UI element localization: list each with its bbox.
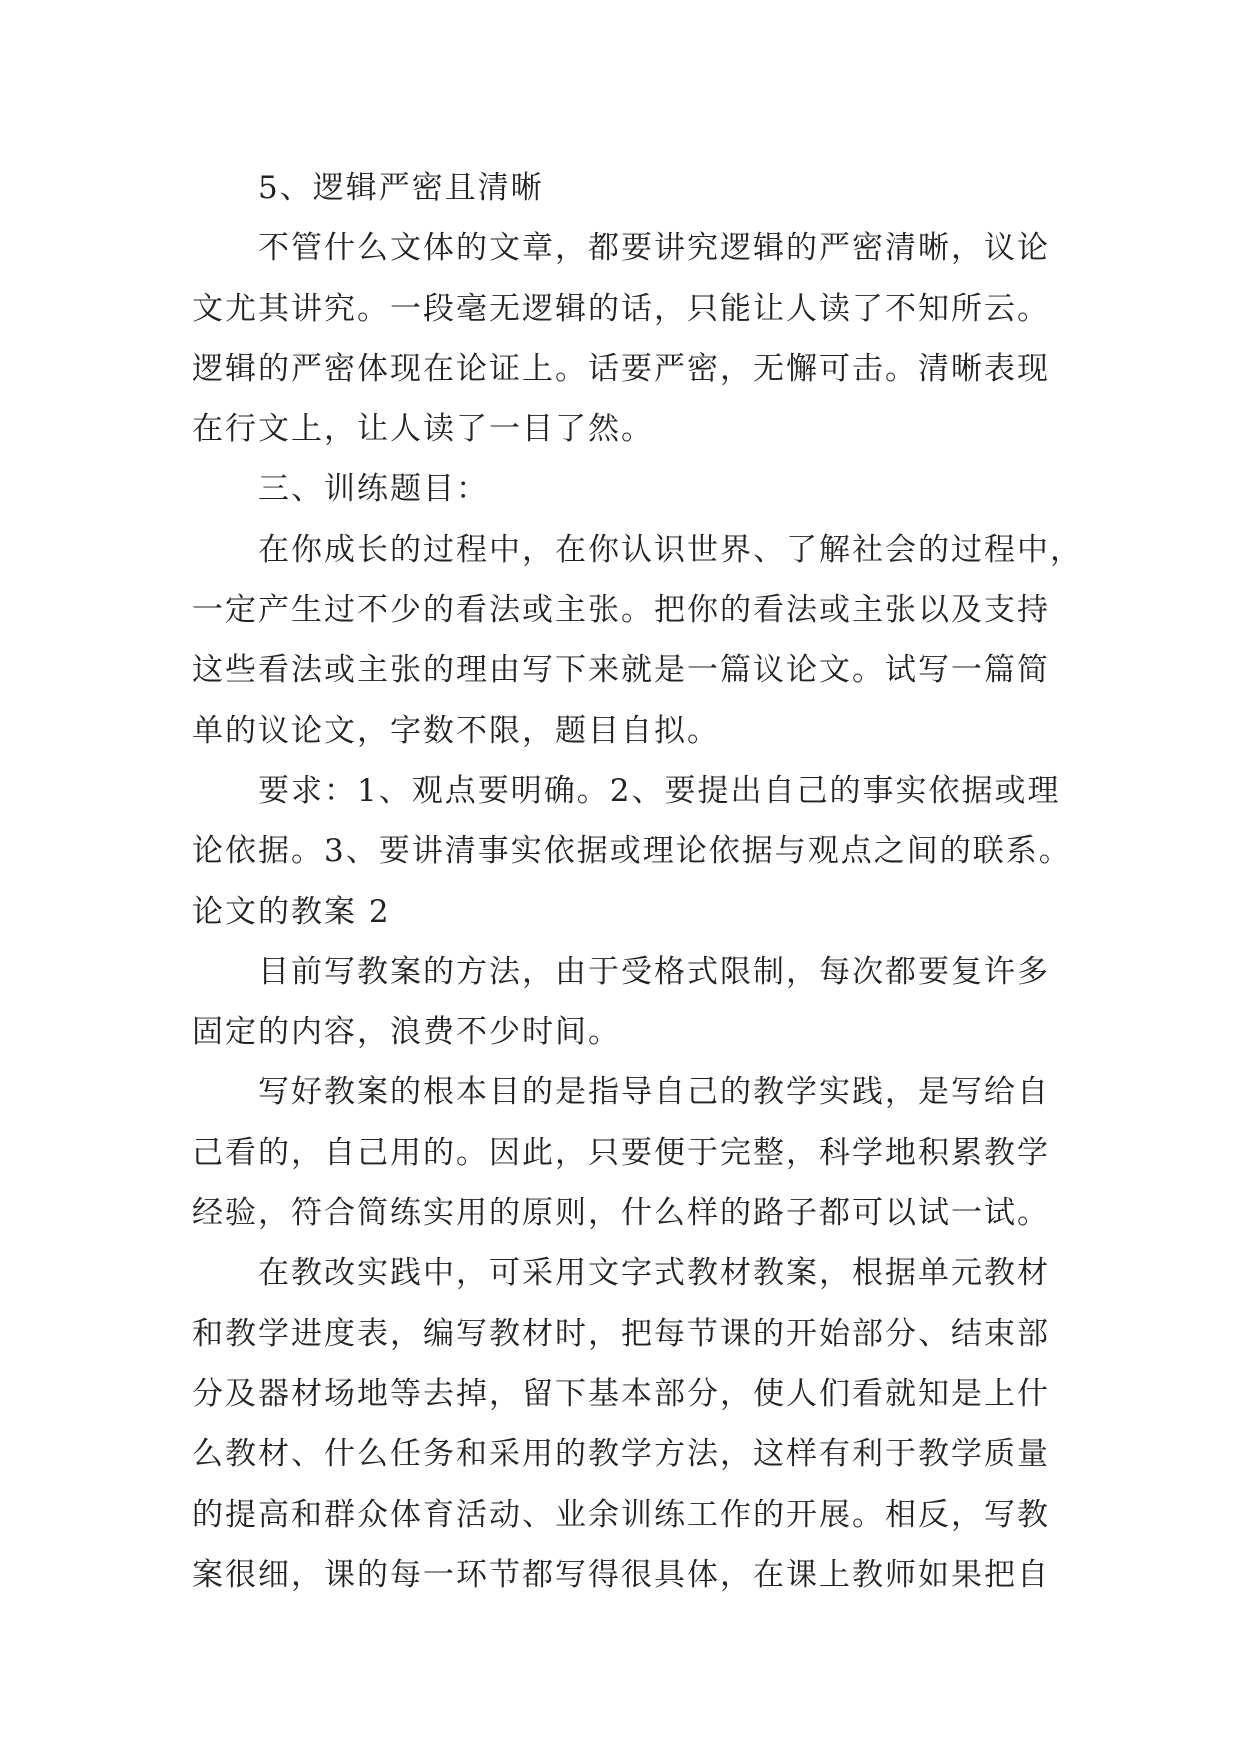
body-text [192, 158, 1083, 1605]
text-line: 逻辑的严密体现在论证上。话要严密，无懈可击。清晰表现 [192, 350, 1050, 387]
text-line: 分及器材场地等去掉，留下基本部分，使人们看就知是上什 [192, 1375, 1050, 1412]
text-line: 案很细，课的每一环节都写得很具体，在课上教师如果把自 [192, 1556, 1050, 1593]
text-line: 三、训练题目： [258, 471, 489, 508]
text-line: 论文的教案 2 [192, 893, 391, 930]
text-line: 要求：1、观点要明确。2、要提出自己的事实依据或理 [258, 772, 1061, 809]
text-line: 和教学进度表，编写教材时，把每节课的开始部分、结束部 [192, 1315, 1050, 1352]
text-line: 这些看法或主张的理由写下来就是一篇议论文。试写一篇简 [192, 652, 1050, 689]
text-line: 论依据。3、要讲清事实依据或理论依据与观点之间的联系。 [192, 833, 1072, 870]
text-line: 单的议论文，字数不限，题目自拟。 [192, 712, 720, 749]
text-line: 5、逻辑严密且清晰 [258, 170, 544, 206]
text-line: 么教材、什么任务和采用的教学方法，这样有利于教学质量 [192, 1436, 1050, 1473]
text-line: 的提高和群众体育活动、业余训练工作的开展。相反，写教 [192, 1496, 1050, 1533]
text-line: 文尤其讲究。一段毫无逻辑的话，只能让人读了不知所云。 [192, 290, 1050, 327]
text-line: 固定的内容，浪费不少时间。 [192, 1014, 621, 1051]
text-line: 目前写教案的方法，由于受格式限制，每次都要复许多 [258, 953, 1050, 990]
text-line: 经验，符合简练实用的原则，什么样的路子都可以试一试。 [192, 1195, 1050, 1232]
text-line: 在你成长的过程中，在你认识世界、了解社会的过程中， [258, 531, 1083, 568]
text-line: 在行文上，让人读了一目了然。 [192, 411, 654, 448]
text-line: 一定产生过不少的看法或主张。把你的看法或主张以及支持 [192, 592, 1050, 629]
text-line: 己看的，自己用的。因此，只要便于完整，科学地积累教学 [192, 1134, 1050, 1171]
text-line: 在教改实践中，可采用文字式教材教案，根据单元教材 [258, 1255, 1050, 1292]
text-line: 不管什么文体的文章，都要讲究逻辑的严密清晰，议论 [258, 230, 1050, 267]
text-line: 写好教案的根本目的是指导自己的教学实践，是写给自 [258, 1074, 1050, 1111]
